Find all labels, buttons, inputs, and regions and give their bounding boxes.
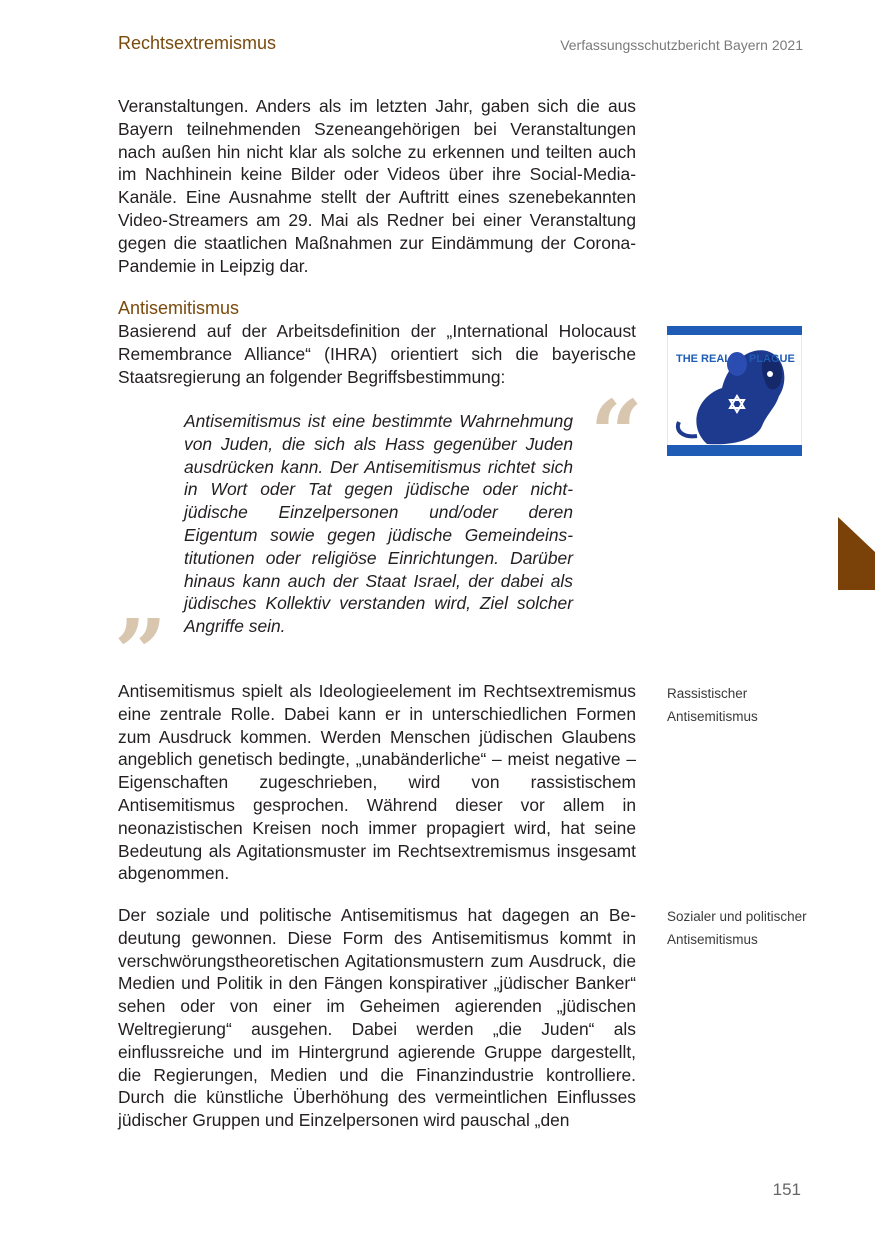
margin-note: Rassistischer Antisemitismus [667, 686, 758, 724]
paragraph: Antisemitismus spielt als Ideologieelement im Rechtsextremismus eine zentrale Rolle. Dabei kann er in unterschiedlichen Formen zum Ausdruck kommen. Werden Menschen jüdischen Glaubens angeblich genetisch bedingte, „unabänderliche“ – meist negative – Eigenschaften zugeschrieben, wird von rassistischem Antisemitismus gesprochen. Während dieser vor allem in neonazistischen Kreisen noch immer propagiert wird, hat seine Bedeutung als Agitationsmuster im Rechtsextremismus insgesamt abgenommen. [118, 681, 636, 884]
section-heading: Antisemitismus [118, 298, 240, 318]
paragraph: Basierend auf der Arbeitsdefinition der „International Holocaust Remembrance Alliance“ (IHRA) orientiert sich die bayerische Staatsregierung an folgender Begriffsbestimmung: [118, 321, 636, 387]
blockquote: Antisemitismus ist eine bestimmte Wahrnehmung von Juden, die sich als Hass gegenüber Juden ausdrücken kann. Der Antisemitismus richtet sich in Wort oder Tat gegen jüdische oder nicht-jüdische Einzelpersonen und/oder deren Eigentum sowie gegen jüdische Gemeindeinstitutionen oder religiöse Einrichtungen. Darüber hinaus kann auch der Staat Israel, der dabei als jüdisches Kollektiv verstanden wird, Ziel solcher Angriffe sein. [184, 411, 573, 637]
paragraph: Der soziale und politische Antisemitismus hat dagegen an Bedeutung gewonnen. Diese Form des Antisemitismus kommt in verschwörungstheoretischen Agitationsmustern zum Ausdruck, die Medien und Politik in den Fängen konspirativer „jüdischer Banker“ sehen oder von einer im Geheimen agierenden „jüdischen Weltregierung“ ausgehen. Dabei werden „die Juden“ als einflussreiche und im Hintergrund agierende Gruppe dargestellt, die Regierungen, Medien und die Finanzindustrie kontrolliere. Durch die künstliche Überhöhung des vermeintlichen Einflusses jüdischer Gruppen und Einzelpersonen wird pauschal „den [118, 905, 636, 1131]
open-quote-mark: “ [590, 380, 643, 488]
report-title: Verfassungsschutzbericht Bayern 2021 [560, 37, 803, 53]
paragraph: Veranstaltungen. Anders als im letzten Jahr, gaben sich die aus Bayern teilnehmenden Szeneangehörigen bei Veranstaltungen nach außen hin nicht klar als solche zu erkennen und teilten auch im Nachhinein keine Bilder oder Videos über ihre Social-Media-Kanäle. Eine Ausnahme stellt der Auftritt eines szenebekannten Video-Streamers am 29. Mai als Redner bei einer Veranstaltung gegen die staatlichen Maßnahmen zur Eindämmung der Corona-Pandemie in Leipzig dar. [118, 96, 636, 276]
close-quote-mark: ” [114, 599, 167, 707]
margin-note: Sozialer und politischer Antisemitismus [667, 909, 807, 947]
chapter-title: Rechtsextremismus [118, 33, 277, 53]
figure-caption-right: PLAGUE [749, 353, 795, 365]
page-number: 151 [772, 1180, 801, 1199]
chapter-tab-marker [838, 517, 875, 590]
figure-caption-left: THE REAL [676, 353, 731, 365]
propaganda-image [667, 326, 802, 456]
